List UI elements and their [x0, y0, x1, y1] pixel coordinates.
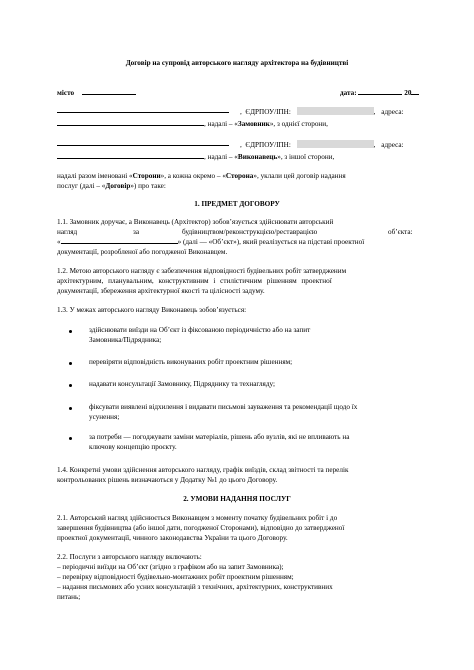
bullet-2-line-1: перевіряти відповідність виконуваних робіт проектним рішенням;: [89, 358, 293, 366]
p1-1-word: за: [133, 228, 140, 236]
party2-address-line: [57, 153, 334, 163]
party2-suffix: », з іншої сторони,: [277, 153, 335, 161]
p2-1-line-2: завершення будівництва (або іншої дати, погодженої Сторонами), відповідно до затвердженої: [57, 524, 345, 532]
party2-edrpou: , ЄДРПОУ/ІПН: , адреса:: [240, 141, 404, 149]
p2-2-line-2: – періодичні виїзди на Об’єкт (згідно з графіком або на запит Замовника);: [57, 563, 284, 571]
section2-heading: 2. УМОВИ НАДАННЯ ПОСЛУГ: [183, 495, 291, 503]
intro-text: », уклали цей договір надання: [253, 172, 346, 180]
party2-hereinafter: , надалі – «: [204, 153, 238, 161]
party1-edrpou-label: ЄДРПОУ/ІПН:: [245, 108, 291, 116]
place-line: [57, 89, 136, 99]
party2-address-label: адреса:: [381, 141, 404, 149]
party1-role: Замовник: [237, 120, 270, 128]
section1-heading: 1. ПРЕДМЕТ ДОГОВОРУ: [194, 200, 280, 208]
bullet-1-line-1: здійснювати виїзди на Об’єкт із фіксованою періодичністю або на запит: [89, 326, 311, 334]
party1-edrpou: , ЄДРПОУ/ІПН: , адреса:: [240, 108, 404, 116]
bullet-5-line-2: ключову концепцію проєкту.: [89, 443, 177, 451]
p1-1-quote: «: [57, 238, 61, 246]
bullet-1-line-2: Замовника/Підрядника;: [89, 336, 162, 344]
intro-sides: Сторони: [132, 172, 161, 180]
date-field[interactable]: [358, 94, 402, 95]
party2-edrpou-label: ЄДРПОУ/ІПН:: [245, 141, 291, 149]
p1-1-line-3: [57, 238, 364, 248]
p2-2-line-3: – перевірку відповідності будівельно-монтажних робіт проектним рішенням;: [57, 573, 294, 581]
bullet-5-line-1: за потреби — погоджувати заміни матеріалів, рішень або вузлів, які не впливають на: [89, 433, 350, 441]
p1-3-intro: 1.3. У межах авторського нагляду Виконавець зобов’язується:: [57, 306, 247, 314]
p1-1-line-1: 1.1. Замовник доручає, а Виконавець (Архітектор) зобов’язується здійснювати авторський: [57, 218, 334, 226]
place-label: місто: [57, 89, 75, 97]
party1-address-line: [57, 120, 328, 130]
intro-text: надалі разом іменовані «: [57, 172, 133, 180]
bullet-dot: [69, 384, 72, 387]
p1-2-line-1: 1.2. Метою авторського нагляду є забезпечення відповідності будівельних робіт затвердженим: [57, 267, 347, 275]
bullet-dot: [69, 362, 72, 365]
p2-2-line-5: питань;: [57, 593, 81, 601]
intro-line-2: [57, 182, 166, 192]
p1-1-line-4: документації, розробленої або погодженої Виконавцем.: [57, 248, 228, 256]
p1-2-line-3: документації, збереження архітектурної якості та цілісності задуму.: [57, 287, 265, 295]
date-line: дата: 20: [340, 89, 419, 99]
p1-4-line-1: 1.4. Конкретні умови здійснення авторського нагляду, графік виїздів, склад звітності та перелік: [57, 466, 349, 474]
bullet-dot: [69, 437, 72, 440]
party1-name-field[interactable]: [57, 112, 229, 113]
p1-1-word: будівництвом/реконструкцією/реставрацією: [182, 228, 318, 236]
bullet-dot: [69, 407, 72, 410]
date-label: дата: [340, 89, 355, 97]
p1-2-line-2: архітектурним, планувальним, конструктивним і стилістичним рішенням проектної: [57, 277, 332, 285]
bullet-4-line-2: усунення;: [89, 413, 120, 421]
bullet-dot: [69, 330, 72, 333]
party1-name-line: [57, 107, 229, 117]
party2-address-field[interactable]: [57, 158, 204, 159]
party1-edrpou-field[interactable]: [297, 107, 374, 115]
p2-1-line-1: 2.1. Авторський нагляд здійснюється Виконавцем з моменту початку будівельних робіт і до: [57, 514, 338, 522]
party2-name-line: [57, 140, 229, 150]
object-name-field[interactable]: [61, 243, 178, 244]
document-title: Договір на супровід авторського нагляду архітектора на будівництві: [125, 59, 349, 67]
intro-line-1: [57, 172, 346, 182]
p1-1-text: » (далі — «Об’єкт»), який реалізується на підставі проектної: [177, 238, 365, 246]
intro-side: Сторона: [225, 172, 254, 180]
p1-1-word: нагляд: [57, 228, 78, 236]
bullet-4-line-1: фіксувати виявлені відхилення і видавати письмові зауваження та рекомендації щодо їх: [89, 403, 358, 411]
p2-2-line-4: – надання письмових або усних консультацій з технічних, архітектурних, конструктивних: [57, 583, 333, 591]
party1-suffix: », з однієї сторони,: [269, 120, 328, 128]
p1-4-line-2: контрольованих рішень визначаються у Додатку №1 до цього Договору.: [57, 476, 278, 484]
p2-1-line-3: проектної документації, чинного законодавства України та цього Договору.: [57, 534, 288, 542]
intro-text: ») про таке:: [130, 182, 166, 190]
bullet-3-line-1: надавати консультації Замовнику, Підряднику та технагляду;: [89, 380, 276, 388]
party2-edrpou-field[interactable]: [297, 140, 374, 148]
intro-text: », а кожна окремо – «: [160, 172, 226, 180]
p1-1-word: об’єкта:: [388, 228, 413, 236]
intro-text: послуг (далі – «: [57, 182, 106, 190]
party1-address-field[interactable]: [57, 125, 204, 126]
party2-name-field[interactable]: [57, 145, 229, 146]
party1-hereinafter: , надалі – «: [204, 120, 238, 128]
party2-role: Виконавець: [237, 153, 278, 161]
party1-address-label: адреса:: [381, 108, 404, 116]
intro-contract: Договір: [105, 182, 131, 190]
p2-2-line-1: 2.2. Послуги з авторського нагляду включають:: [57, 553, 202, 561]
place-field[interactable]: [82, 94, 136, 95]
year-prefix: 20: [404, 89, 412, 97]
year-field[interactable]: [411, 94, 419, 95]
